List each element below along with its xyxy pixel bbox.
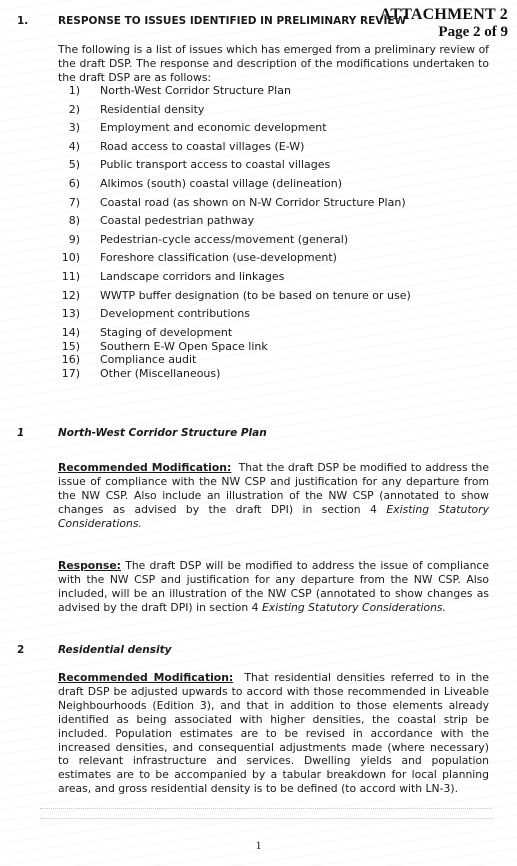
item2-heading: Residential density xyxy=(58,644,172,656)
list-item: 3) Employment and economic development xyxy=(68,121,327,135)
item1-heading: North-West Corridor Structure Plan xyxy=(58,427,267,439)
item2-recommendation: Recommended Modification: That residential densities referred to in the draft DSP be adjusted upwards to accord with those recommended in Liveable Neighbourhoods (Edition 3), and that in addition to those elements already identified as being associated with higher densities, the coastal strip be included. Population estimates are to be revised in accordance with the increased densities, and consequential adjustments made (where necessary) to relevant infrastructure and services. Dwelling yields and population estimates are to be accompanied by a tabular breakdown for local planning areas, and gross residential density is to be defined (to accord with LN-3). xyxy=(58,671,489,796)
list-item: 8) Coastal pedestrian pathway xyxy=(68,214,255,228)
page-number: 1 xyxy=(255,838,262,852)
intro-paragraph: The following is a list of issues which has emerged from a preliminary review of the draft DSP. The response and description of the modifications undertaken to the draft DSP are as follows: xyxy=(58,43,489,84)
attachment-title: ATTACHMENT 2 xyxy=(379,6,508,23)
item1-recommendation: Recommended Modification: That the draft DSP be modified to address the issue of compliance with the NW CSP and justification for any departure from the NW CSP. Also include an illustration of the NW CSP (annotated to show changes as advised by the draft DPI) in section 4 Existing Statutory Considerations. xyxy=(58,461,489,530)
item1-number: 1 xyxy=(17,427,25,439)
list-item: 1) North-West Corridor Structure Plan xyxy=(68,84,291,97)
issues-list xyxy=(58,84,411,381)
recommendation-label: Recommended Modification: xyxy=(58,671,234,684)
divider xyxy=(40,808,492,809)
list-item: 13) Development contributions xyxy=(61,307,250,321)
list-item: 15) Southern E-W Open Space link xyxy=(61,339,268,353)
list-item: 12) WWTP buffer designation (to be based on tenure or use) xyxy=(61,288,411,302)
list-item: 14) Staging of development xyxy=(61,325,233,339)
response-label: Response: xyxy=(58,559,121,572)
divider xyxy=(40,818,492,819)
attachment-page: Page 2 of 9 xyxy=(438,24,508,40)
list-item: 2) Residential density xyxy=(68,102,205,116)
list-item: 9) Pedestrian-cycle access/movement (general) xyxy=(68,232,349,246)
list-item: 5) Public transport access to coastal villages xyxy=(68,158,331,172)
item1-response: Response: The draft DSP will be modified to address the issue of compliance with the NW CSP and justification for any departure from the NW CSP. Also included, will be an illustration of the NW CSP (annotated to show changes as advised by the draft DPI) in section 4 Existing Statutory Considerations. xyxy=(58,559,490,614)
list-item: 17) Other (Miscellaneous) xyxy=(61,367,221,381)
section-number: 1. xyxy=(17,15,29,27)
item2-number: 2 xyxy=(17,644,25,656)
list-item: 7) Coastal road (as shown on N-W Corridor Structure Plan) xyxy=(68,195,406,209)
list-item: 6) Alkimos (south) coastal village (delineation) xyxy=(68,176,342,190)
list-item: 11) Landscape corridors and linkages xyxy=(61,269,285,283)
list-item: 4) Road access to coastal villages (E-W) xyxy=(68,139,305,153)
list-item: 16) Compliance audit xyxy=(61,353,197,367)
list-item: 10) Foreshore classification (use-development) xyxy=(61,251,337,265)
section-heading: RESPONSE TO ISSUES IDENTIFIED IN PRELIMINARY REVIEW xyxy=(58,15,407,27)
recommendation-label: Recommended Modification: xyxy=(58,461,232,474)
